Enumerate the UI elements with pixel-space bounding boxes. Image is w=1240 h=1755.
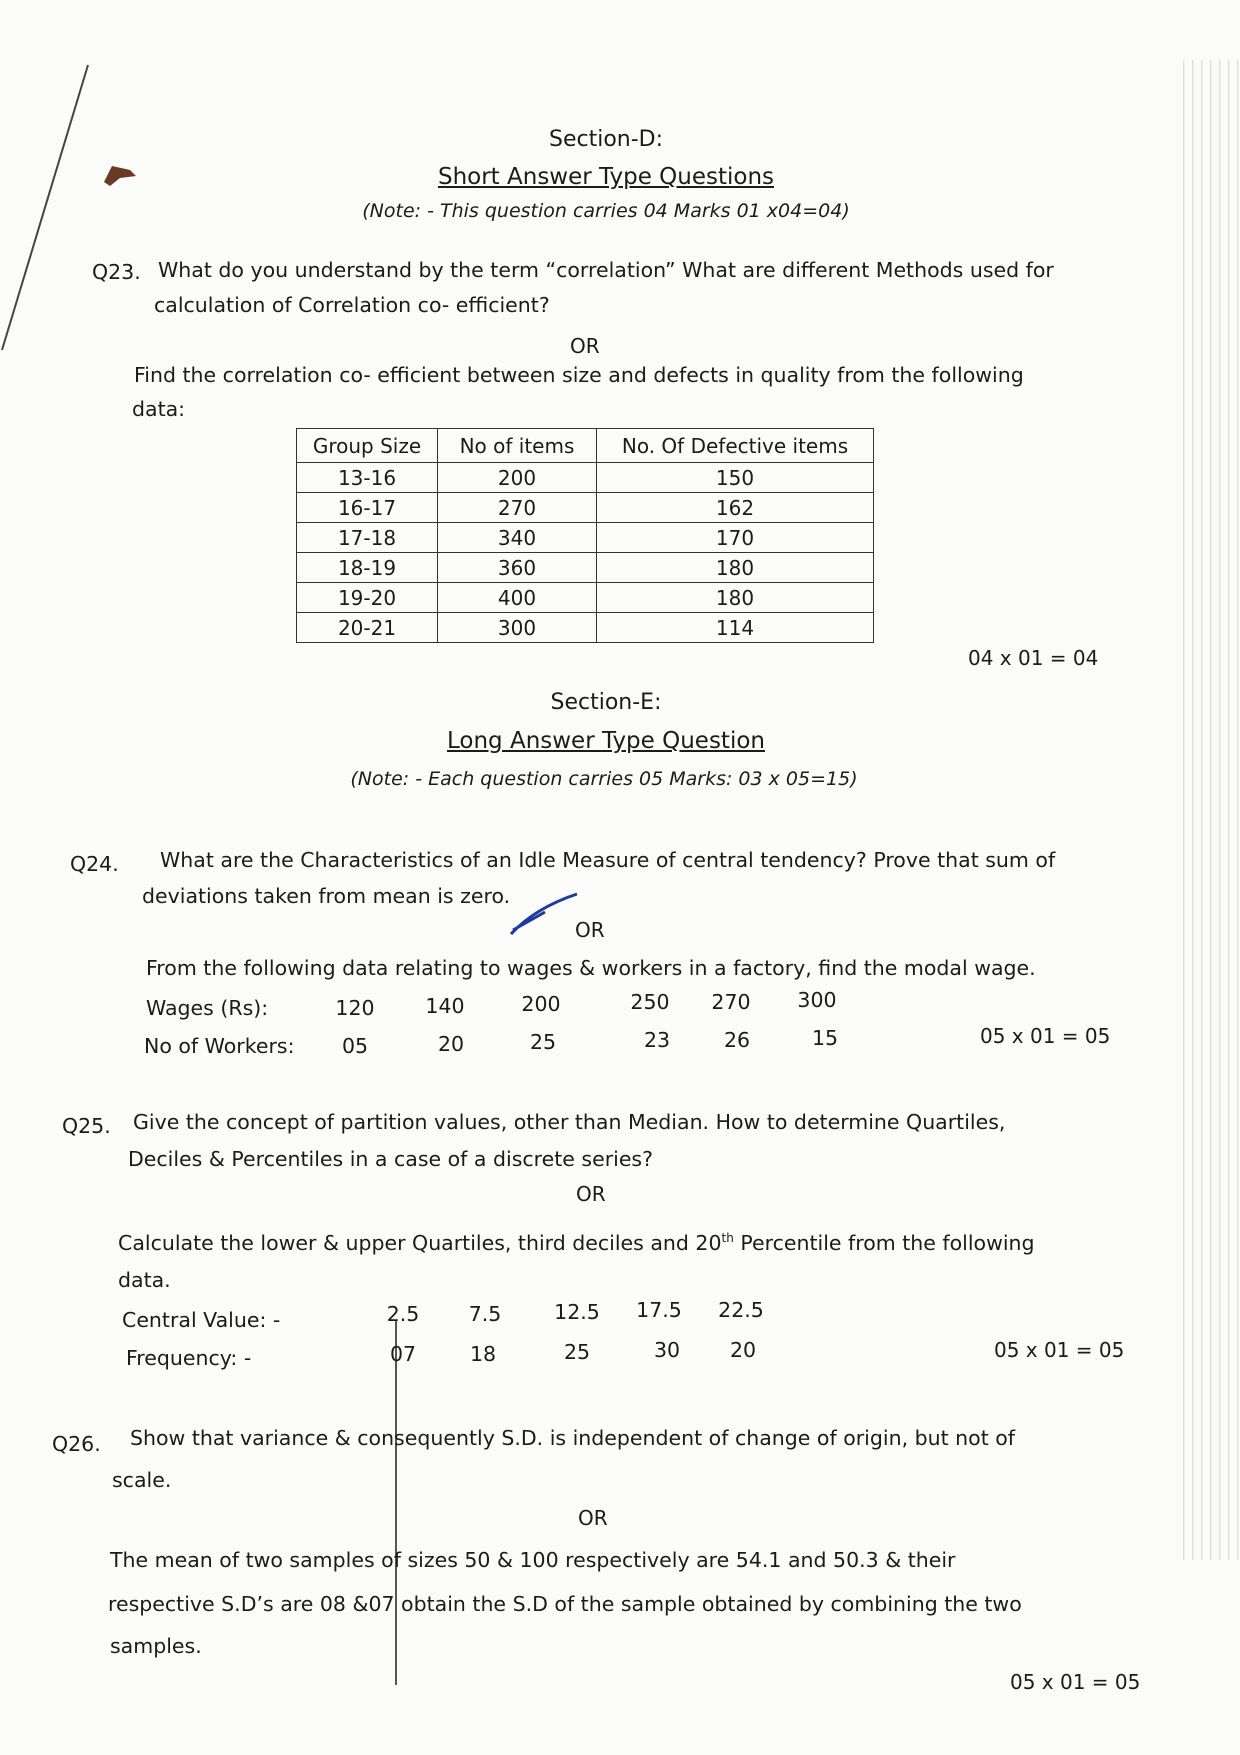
q23-marks: 04 x 01 = 04 [968, 646, 1099, 670]
q26-number: Q26. [52, 1432, 101, 1456]
section-e-title: Long Answer Type Question [446, 728, 765, 754]
table-cell: 114 [597, 613, 874, 643]
frequency-value: 18 [469, 1342, 497, 1366]
frequency-value: 25 [563, 1340, 591, 1364]
worker-value: 26 [723, 1028, 751, 1052]
table-header-cell: Group Size [297, 429, 438, 463]
workers-label: No of Workers: [144, 1034, 295, 1058]
scan-edge-noise [1180, 60, 1240, 1560]
q23-alt-line1: Find the correlation co- efficient between size and defects in quality from the following [134, 363, 1024, 387]
q26-marks: 05 x 01 = 05 [1010, 1670, 1141, 1694]
q25-alt-line1-rest: Percentile from the following [733, 1230, 1035, 1255]
worker-value: 25 [529, 1030, 557, 1054]
central-value-label: Central Value: - [122, 1308, 281, 1332]
table-cell: 16-17 [297, 493, 438, 523]
q24-marks: 05 x 01 = 05 [980, 1024, 1111, 1048]
table-cell: 162 [597, 493, 874, 523]
central-value: 22.5 [718, 1298, 764, 1322]
table-cell: 170 [597, 523, 874, 553]
q23-or: OR [570, 334, 600, 358]
q24-or: OR [575, 918, 605, 942]
q26-line2: scale. [112, 1468, 172, 1492]
q24-number: Q24. [70, 852, 119, 876]
section-d-heading: Section-D: [548, 127, 664, 152]
worker-value: 15 [811, 1026, 839, 1050]
table-cell: 17-18 [297, 523, 438, 553]
wage-value: 120 [335, 996, 375, 1020]
frequency-value: 30 [653, 1338, 681, 1362]
table-cell: 200 [438, 463, 597, 493]
table-cell: 19-20 [297, 583, 438, 613]
table-row [297, 583, 874, 613]
q25-alt-line1-text: Calculate the lower & upper Quartiles, third deciles and 20 [118, 1230, 722, 1255]
q25-alt-line1 [118, 1220, 1035, 1261]
frequency-label: Frequency: - [126, 1346, 252, 1370]
wage-value: 250 [630, 990, 670, 1014]
table-cell: 180 [597, 553, 874, 583]
wage-value: 200 [521, 992, 561, 1016]
q23-line2: calculation of Correlation co- efficient? [154, 293, 550, 317]
table-cell: 360 [438, 553, 597, 583]
q25-line2: Deciles & Percentiles in a case of a discrete series? [128, 1147, 653, 1171]
q24-line2: deviations taken from mean is zero. [142, 884, 511, 908]
q25-marks: 05 x 01 = 05 [994, 1338, 1125, 1362]
table-row [297, 493, 874, 523]
central-value: 12.5 [554, 1300, 600, 1324]
worker-value: 05 [341, 1034, 369, 1058]
section-d-title: Short Answer Type Questions [437, 164, 775, 190]
worker-value: 23 [643, 1028, 671, 1052]
frequency-value: 07 [389, 1342, 417, 1366]
table-cell: 270 [438, 493, 597, 523]
q26-alt-line3: samples. [110, 1634, 202, 1658]
central-value: 2.5 [386, 1302, 420, 1326]
table-cell: 13-16 [297, 463, 438, 493]
q25-number: Q25. [62, 1114, 111, 1138]
wage-value: 270 [711, 990, 751, 1014]
table-row [297, 523, 874, 553]
q25-alt-line2: data. [118, 1268, 171, 1292]
wage-value: 300 [797, 988, 837, 1012]
q26-alt-line1: The mean of two samples of sizes 50 & 100 respectively are 54.1 and 50.3 & their [110, 1548, 956, 1572]
table-row [297, 463, 874, 493]
wage-value: 140 [425, 994, 465, 1018]
table-header-row [297, 429, 874, 463]
q23-line1: What do you understand by the term “correlation” What are different Methods used for [158, 258, 1054, 282]
table-cell: 20-21 [297, 613, 438, 643]
section-e-note: (Note: - Each question carries 05 Marks: 03 x 05=15) [350, 768, 858, 790]
superscript-th: th [721, 1231, 734, 1245]
section-d-note: (Note: - This question carries 04 Marks 01 x04=04) [362, 200, 850, 222]
table-cell: 18-19 [297, 553, 438, 583]
table-row [297, 613, 874, 643]
q23-data-table [296, 428, 874, 643]
frequency-value: 20 [729, 1338, 757, 1362]
worker-value: 20 [437, 1032, 465, 1056]
table-cell: 180 [597, 583, 874, 613]
table-header-cell: No. Of Defective items [597, 429, 874, 463]
section-e-heading: Section-E: [550, 690, 662, 715]
q26-line1: Show that variance & consequently S.D. is independent of change of origin, but not of [130, 1426, 1016, 1450]
q26-alt-line2: respective S.D’s are 08 &07 obtain the S.D of the sample obtained by combining the two [108, 1592, 1022, 1616]
pen-tick-mark-icon [505, 890, 585, 940]
table-cell: 150 [597, 463, 874, 493]
table-cell: 400 [438, 583, 597, 613]
scan-fold-line [395, 1320, 397, 1685]
q25-or: OR [576, 1182, 606, 1206]
q24-alt-line1: From the following data relating to wages & workers in a factory, find the modal wage. [146, 956, 1036, 980]
q24-line1: What are the Characteristics of an Idle Measure of central tendency? Prove that sum of [160, 848, 1056, 872]
central-value: 17.5 [636, 1298, 682, 1322]
wages-label: Wages (Rs): [146, 996, 269, 1020]
q23-alt-line2: data: [132, 397, 186, 421]
table-cell: 300 [438, 613, 597, 643]
central-value: 7.5 [468, 1302, 502, 1326]
q23-number: Q23. [92, 260, 141, 284]
q26-or: OR [578, 1506, 608, 1530]
q25-line1: Give the concept of partition values, other than Median. How to determine Quartiles, [133, 1110, 1006, 1134]
table-cell: 340 [438, 523, 597, 553]
table-row [297, 553, 874, 583]
table-header-cell: No of items [438, 429, 597, 463]
